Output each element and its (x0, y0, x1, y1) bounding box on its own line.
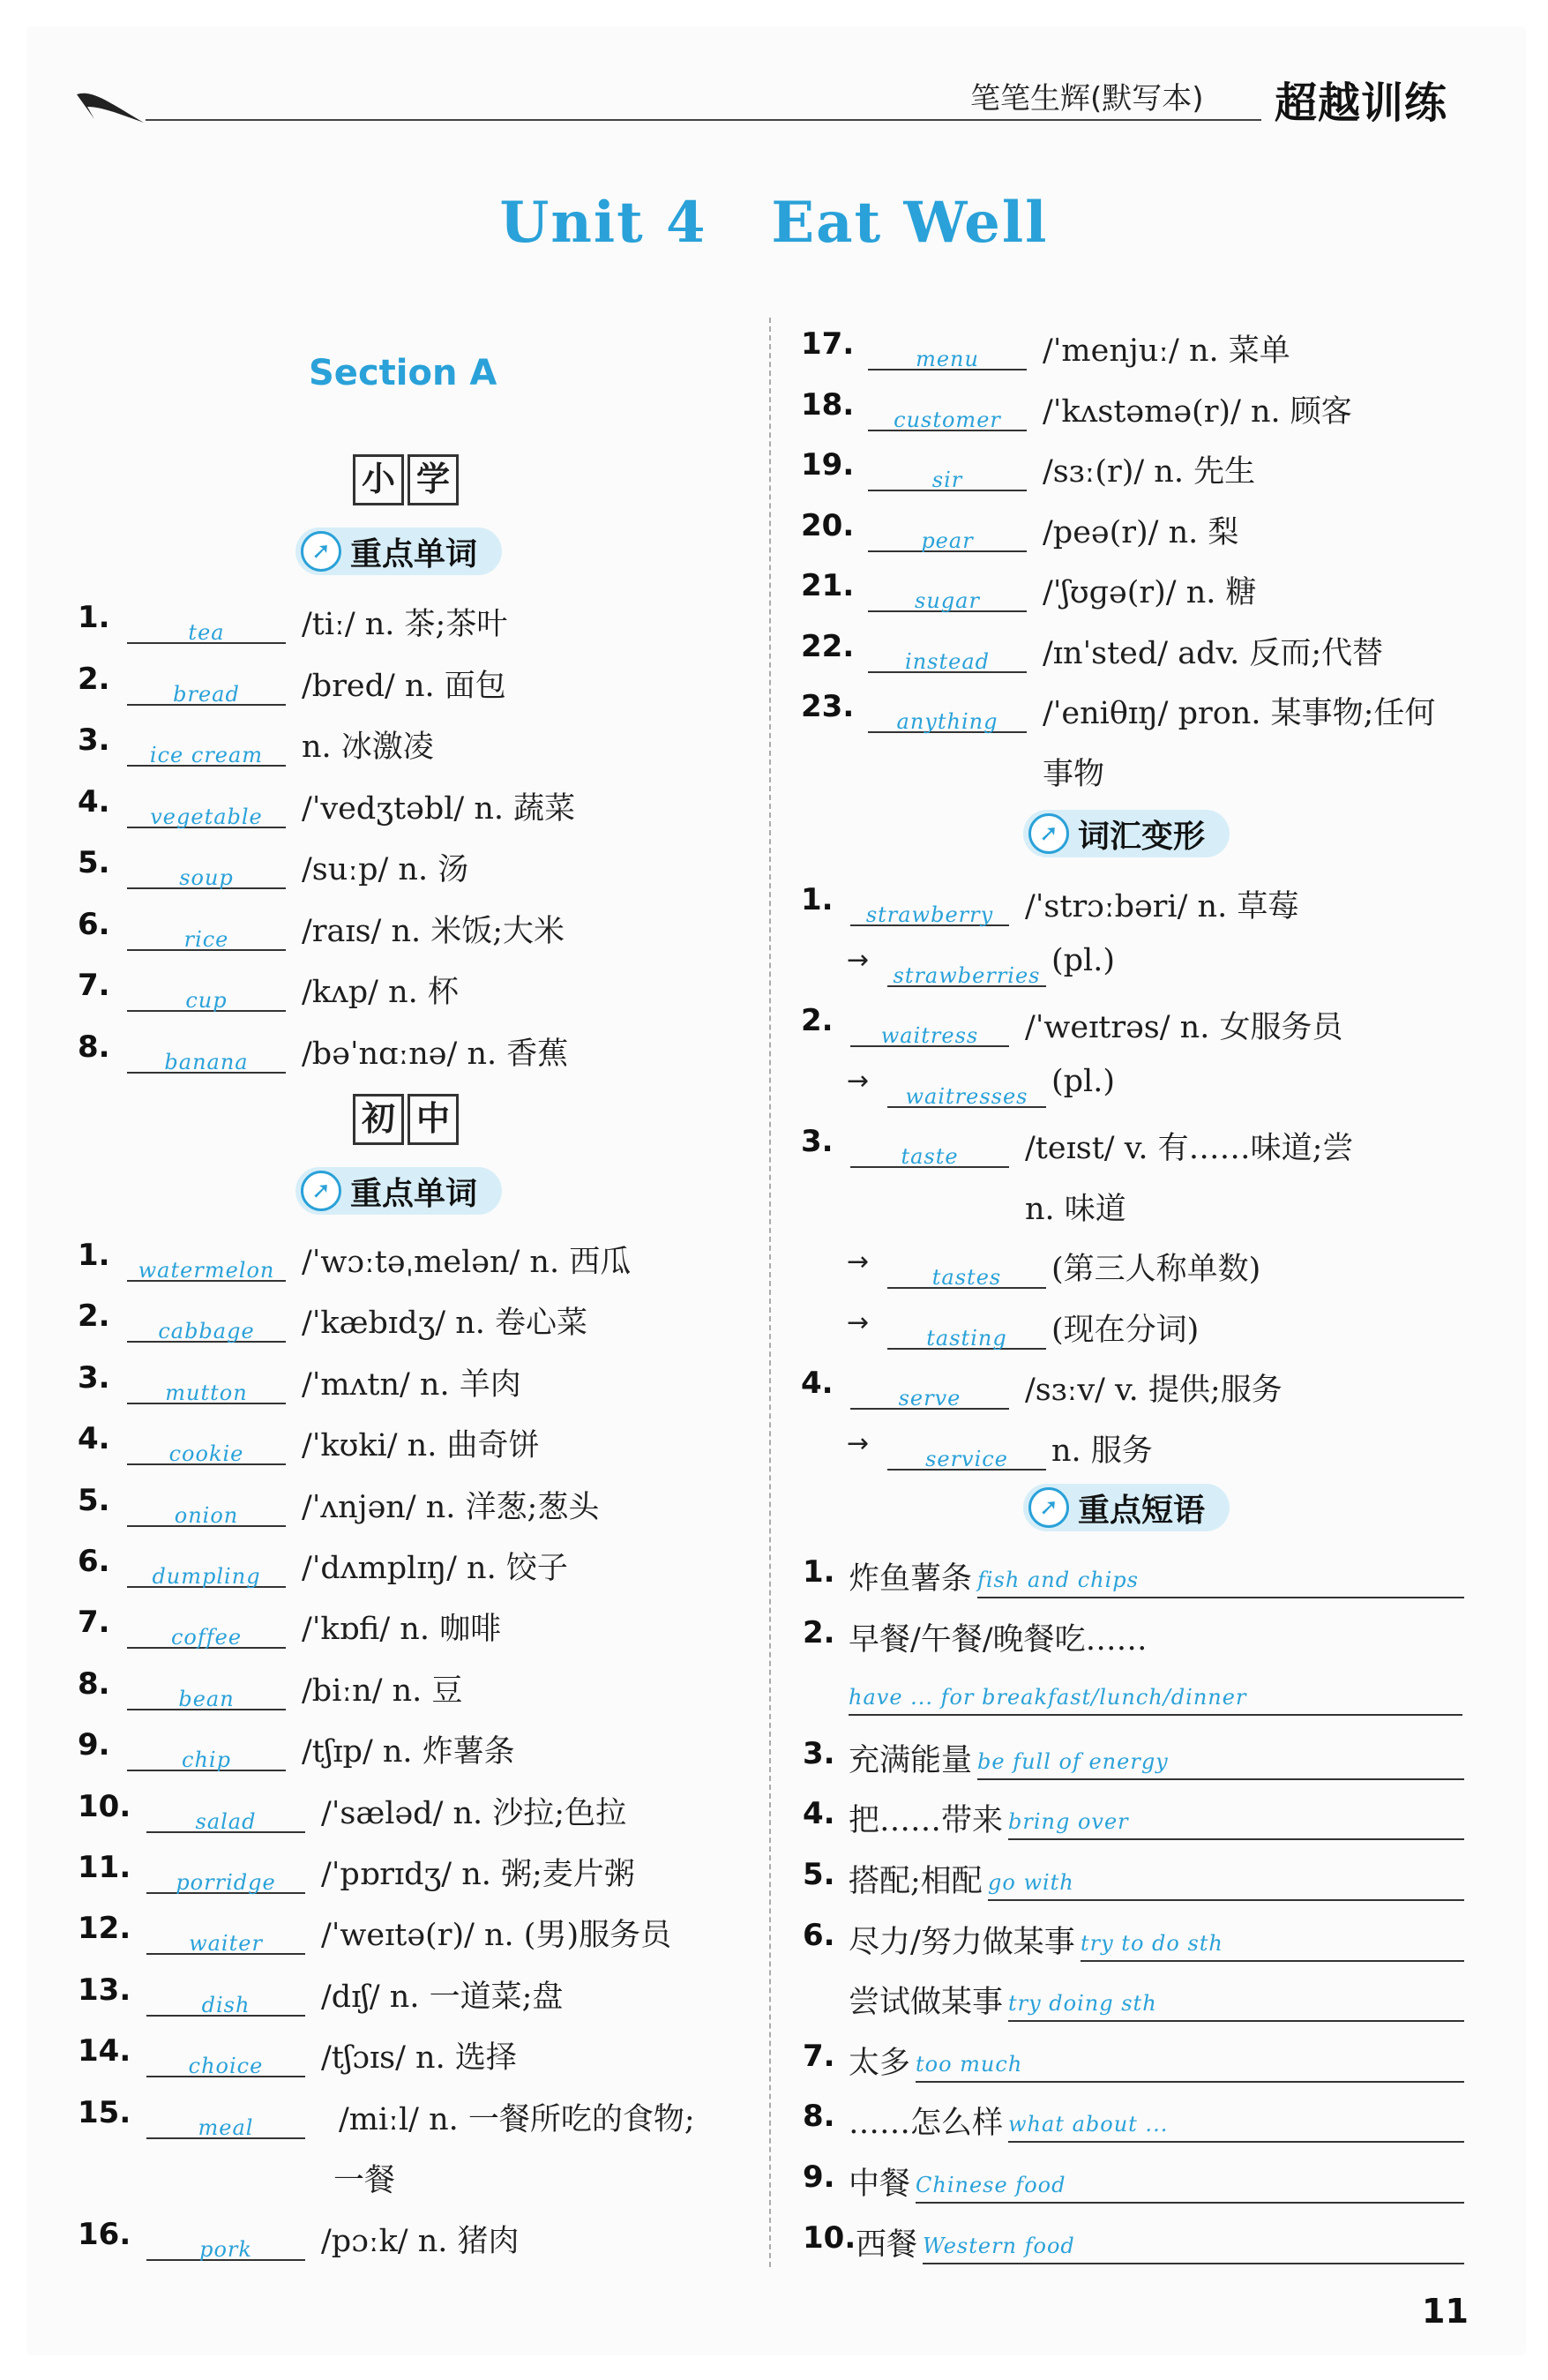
answer-text: sir (931, 468, 963, 492)
answer-text: waiter (189, 1931, 263, 1957)
phrase-answer-line (1008, 1981, 1464, 2022)
answer-text: porridge (176, 1870, 276, 1895)
word-row (801, 447, 1489, 500)
answer-text: watermelon (138, 1258, 275, 1283)
answer-blank (127, 610, 286, 644)
level-char: 初 (353, 1094, 404, 1145)
item-number: 5. (78, 845, 110, 880)
item-number: 8. (78, 1665, 110, 1702)
answer-blank (146, 2106, 305, 2139)
word-row (78, 845, 766, 898)
answer-text: pear (921, 528, 974, 553)
phrase-chinese: 中餐 (849, 2167, 911, 2202)
word-form-row (801, 1003, 1489, 1056)
phrase-answer-line (849, 1675, 1462, 1716)
item-number: 22. (801, 628, 855, 664)
definition: /bəˈnɑːnə/ n. 香蕉 (302, 1036, 569, 1072)
form-note: n. 服务 (1051, 1433, 1153, 1469)
answer-blank (868, 519, 1027, 552)
item-number: 4. (78, 1421, 110, 1457)
pill-label: 重点单词 (350, 535, 478, 573)
word-row (78, 1911, 766, 1964)
answer-blank (127, 1040, 286, 1074)
swoosh-logo-icon (75, 84, 146, 126)
phrase-chinese: ……怎么样 (849, 2106, 1004, 2142)
answer-blank (887, 1437, 1046, 1471)
item-number: 8. (78, 1029, 110, 1065)
answer-text: vegetable (150, 804, 263, 829)
answer-text: bean (178, 1686, 235, 1711)
answer-blank (127, 1554, 286, 1588)
derived-row (847, 1426, 1464, 1479)
answer-text: dish (201, 1992, 251, 2017)
definition: /ˈdʌmplɪŋ/ n. 饺子 (302, 1551, 568, 1586)
answer-text: menu (916, 347, 979, 371)
phrase-answer-line (1081, 1921, 1464, 1962)
derived-row (847, 943, 1464, 996)
definition: /teɪst/ v. 有……味道;尝 (1025, 1131, 1354, 1166)
answer-blank (146, 1800, 305, 1833)
answer-text: bring over (1008, 1809, 1129, 1835)
item-number: 9. (78, 1727, 110, 1763)
answer-text: anything (896, 709, 998, 734)
answer-blank (868, 579, 1027, 612)
phrase-row (803, 1615, 1464, 1668)
item-number: 19. (801, 447, 855, 483)
answer-blank (146, 1860, 305, 1894)
answer-text: be full of energy (977, 1748, 1169, 1774)
definition: /ˈmenjuː/ n. 菜单 (1043, 333, 1290, 369)
answer-text: tastes (931, 1265, 1002, 1290)
definition: /ˈʌnjən/ n. 洋葱;葱头 (302, 1489, 600, 1525)
phrase-chinese: 尽力/努力做某事 (849, 1924, 1075, 1960)
word-row (78, 2095, 766, 2148)
item-number: 7. (78, 1605, 110, 1641)
definition: /ɪnˈsted/ adv. 反而;代替 (1043, 635, 1384, 671)
answer-text: what about ... (1008, 2112, 1169, 2137)
arrow-icon: ➚ (301, 531, 341, 572)
item-number: 16. (78, 2217, 131, 2253)
definition: /biːn/ n. 豆 (302, 1673, 463, 1709)
definition: /ˈstrɔːbəri/ n. 草莓 (1025, 889, 1299, 924)
word-row (78, 1605, 766, 1658)
item-number: 4. (78, 783, 110, 820)
definition: /sɜːv/ v. 提供;服务 (1025, 1373, 1283, 1408)
item-number: 6. (78, 906, 110, 942)
arrow-icon: ➚ (1028, 813, 1069, 854)
answer-text: try to do sth (1081, 1930, 1223, 1956)
page-number: 11 (1422, 2292, 1469, 2331)
definition: /ˈweɪtə(r)/ n. (男)服务员 (321, 1918, 672, 1954)
pill-label: 重点短语 (1078, 1492, 1206, 1529)
word-row (78, 1299, 766, 1351)
derived-row (847, 1064, 1464, 1117)
answer-blank (146, 1983, 305, 2017)
item-number: 13. (78, 1972, 131, 2008)
item-number: 6. (803, 1917, 835, 1953)
definition: /raɪs/ n. 米饭;大米 (302, 913, 565, 949)
answer-text: cup (185, 988, 228, 1013)
phrase-answer-line (977, 1558, 1464, 1598)
answer-text: serve (898, 1386, 961, 1411)
item-number: 12. (78, 1911, 131, 1947)
item-number: 2. (803, 1614, 835, 1650)
definition: /ˈwɔːtəˌmelən/ n. 西瓜 (302, 1245, 632, 1280)
answer-blank (127, 1371, 286, 1404)
word-form-row (801, 1124, 1489, 1177)
answer-text: sugar (915, 588, 980, 613)
definition: /bred/ n. 面包 (302, 668, 506, 704)
item-number: 4. (803, 1796, 835, 1832)
answer-blank (127, 978, 286, 1012)
word-row (78, 907, 766, 960)
word-row (78, 600, 766, 653)
item-number: 23. (801, 689, 855, 724)
word-row (78, 1727, 766, 1780)
phrase-row (803, 2159, 1464, 2212)
item-number: 1. (78, 600, 110, 635)
phrase-row (803, 1918, 1464, 1971)
answer-text: try doing sth (1008, 1991, 1157, 2017)
definition: /ˈsæləd/ n. 沙拉;色拉 (321, 1795, 627, 1831)
answer-blank (127, 1493, 286, 1527)
word-row (78, 1666, 766, 1719)
answer-blank (887, 1316, 1046, 1350)
word-row (78, 1789, 766, 1842)
word-row (78, 1972, 766, 2025)
item-number: 6. (78, 1544, 110, 1579)
definition: /tʃɪp/ n. 炸薯条 (302, 1734, 515, 1770)
definition: /ˈkʌstəmə(r)/ n. 顾客 (1043, 393, 1352, 430)
definition: /ˈpɒrɪdʒ/ n. 粥;麦片粥 (321, 1857, 635, 1892)
phrase-chinese: 搭配;相配 (849, 1864, 983, 1899)
phrase-chinese: 尝试做某事 (849, 1985, 1004, 2021)
answer-blank (887, 1074, 1046, 1108)
answer-text: strawberry (865, 902, 994, 927)
phrase-row (803, 1554, 1464, 1607)
form-note: (pl.) (1051, 1063, 1116, 1099)
answer-text: fish and chips (977, 1568, 1139, 1592)
answer-blank (127, 795, 286, 828)
answer-blank (127, 917, 286, 951)
item-number: 3. (78, 1359, 110, 1396)
word-row (78, 784, 766, 837)
header-series: 笔笔生辉(默写本) (970, 81, 1204, 116)
phrase-row (803, 1857, 1464, 1910)
answer-blank (868, 337, 1027, 370)
answer-text: salad (195, 1808, 257, 1834)
form-note: (第三人称单数) (1051, 1252, 1261, 1287)
phrase-answer-line (1008, 1800, 1464, 1840)
phrase-answer-line (916, 2163, 1464, 2204)
word-row (78, 1238, 766, 1291)
item-number: 10. (803, 2219, 856, 2256)
answer-blank (146, 2227, 305, 2261)
word-row (78, 2033, 766, 2086)
word-row (801, 387, 1489, 440)
word-row (78, 662, 766, 715)
definition: /ˈkæbɪdʒ/ n. 卷心菜 (302, 1306, 587, 1342)
definition: /tʃɔɪs/ n. 选择 (321, 2040, 517, 2077)
answer-text: have ... for breakfast/lunch/dinner (849, 1685, 1247, 1710)
pill-word-forms (1023, 810, 1230, 857)
item-number: 20. (801, 507, 855, 543)
answer-blank (850, 1014, 1009, 1047)
answer-text: taste (901, 1144, 959, 1169)
word-row (78, 968, 766, 1021)
answer-text: rice (183, 926, 229, 952)
definition: /pɔːk/ n. 猪肉 (321, 2224, 520, 2260)
word-form-row (801, 882, 1489, 935)
answer-text: tasting (926, 1325, 1007, 1351)
word-row (801, 508, 1489, 561)
item-number: 1. (803, 1554, 835, 1590)
answer-blank (887, 1255, 1046, 1289)
answer-text: chip (182, 1748, 231, 1773)
arrow-right-icon: → (847, 1246, 870, 1277)
pill-key-words-junior (295, 1167, 502, 1215)
form-note: (现在分词) (1051, 1312, 1200, 1348)
item-number: 10. (78, 1788, 131, 1824)
item-number: 3. (801, 1124, 834, 1159)
answer-blank (868, 458, 1027, 491)
answer-text: waitresses (905, 1083, 1028, 1109)
header-brand: 超越训练 (1275, 79, 1448, 128)
answer-text: choice (188, 2054, 264, 2079)
phrase-chinese: 西餐 (856, 2227, 918, 2263)
answer-blank (868, 700, 1027, 733)
answer-text: ice cream (149, 743, 264, 767)
arrow-icon: ➚ (1028, 1487, 1069, 1528)
phrase-row (803, 1978, 1464, 2031)
word-form-row (801, 1366, 1489, 1418)
level-primary (353, 454, 459, 505)
pill-label: 词汇变形 (1078, 818, 1206, 855)
pill-label: 重点单词 (350, 1175, 478, 1212)
word-row (78, 1029, 766, 1082)
arrow-right-icon: → (847, 1427, 870, 1459)
derived-row (847, 1245, 1464, 1298)
level-char: 学 (408, 454, 459, 505)
definition-continued: 一餐 (333, 2163, 396, 2198)
answer-blank (868, 640, 1027, 673)
phrase-chinese: 早餐/午餐/晚餐吃…… (849, 1621, 1148, 1658)
header-rule (146, 119, 1261, 121)
answer-text: onion (174, 1502, 239, 1528)
answer-text: strawberries (893, 962, 1041, 988)
phrase-row (803, 1736, 1464, 1789)
answer-blank (127, 1615, 286, 1649)
item-number: 7. (78, 968, 110, 1003)
answer-text: soup (179, 865, 234, 890)
answer-text: coffee (170, 1625, 243, 1650)
unit-title: Unit 4 Eat Well (499, 190, 1049, 256)
word-row (78, 1850, 766, 1903)
definition: /tiː/ n. 茶;茶叶 (302, 607, 508, 642)
level-junior (353, 1094, 459, 1145)
derived-row (847, 1306, 1464, 1358)
phrase-row (803, 2099, 1464, 2152)
word-row (78, 1544, 766, 1597)
item-number: 2. (78, 661, 110, 697)
word-row (78, 722, 766, 775)
word-row (78, 1483, 766, 1536)
column-divider (769, 318, 771, 2267)
word-row (801, 568, 1489, 621)
phrase-chinese: 炸鱼薯条 (849, 1561, 973, 1597)
item-number: 7. (803, 2038, 835, 2074)
definition: n. 冰激凌 (302, 730, 434, 765)
definition: /ˈvedʒtəbl/ n. 蔬菜 (302, 790, 576, 827)
item-number: 14. (78, 2033, 131, 2069)
answer-blank (127, 856, 286, 889)
answer-blank (127, 1677, 286, 1710)
answer-text: too much (916, 2051, 1023, 2077)
answer-text: cabbage (158, 1319, 255, 1344)
item-number: 18. (801, 386, 855, 423)
form-note: (pl.) (1051, 942, 1116, 978)
answer-blank (868, 398, 1027, 431)
answer-text: cookie (168, 1441, 244, 1467)
definition: /ˈweɪtrəs/ n. 女服务员 (1025, 1010, 1343, 1045)
item-number: 8. (803, 2099, 835, 2135)
item-number: 3. (803, 1735, 835, 1771)
item-number: 15. (78, 2094, 131, 2130)
answer-text: dumpling (152, 1564, 261, 1589)
answer-blank (127, 1248, 286, 1282)
item-number: 5. (803, 1857, 835, 1892)
word-row (78, 1360, 766, 1413)
definition: /ˈʃʊɡə(r)/ n. 糖 (1043, 575, 1257, 610)
definition: /dɪʃ/ n. 一道菜;盘 (321, 1979, 564, 2015)
answer-blank (850, 1134, 1009, 1168)
item-number: 9. (803, 2159, 835, 2195)
phrase-row (803, 2220, 1464, 2273)
level-char: 中 (408, 1094, 459, 1145)
definition: /kʌp/ n. 杯 (302, 975, 459, 1010)
item-number: 3. (78, 722, 110, 758)
answer-blank (146, 1921, 305, 1955)
answer-blank (887, 954, 1046, 987)
answer-blank (127, 672, 286, 706)
arrow-right-icon: → (847, 1306, 870, 1338)
answer-text: Chinese food (916, 2173, 1066, 2197)
word-row (801, 689, 1489, 742)
answer-text: pork (199, 2237, 252, 2263)
answer-text: instead (905, 648, 990, 674)
phrase-chinese: 把……带来 (849, 1803, 1004, 1839)
level-char: 小 (353, 454, 404, 505)
word-row (78, 1421, 766, 1474)
answer-text: service (925, 1446, 1008, 1471)
word-row (801, 629, 1489, 682)
definition: /ˈkʊki/ n. 曲奇饼 (302, 1428, 540, 1464)
answer-text: waitress (880, 1023, 979, 1048)
phrase-answer-line (916, 2042, 1464, 2083)
phrase-chinese: 太多 (849, 2045, 911, 2081)
item-number: 11. (78, 1850, 131, 1885)
answer-blank (146, 2044, 305, 2077)
answer-blank (127, 1432, 286, 1465)
phrase-answer-line (988, 1860, 1464, 1901)
answer-text: mutton (165, 1380, 248, 1405)
section-heading: Section A (309, 353, 497, 393)
answer-blank (127, 1738, 286, 1771)
phrase-answer-line (1008, 2102, 1464, 2143)
item-number: 2. (78, 1299, 110, 1335)
answer-text: customer (894, 407, 1001, 432)
answer-text: go with (988, 1870, 1074, 1895)
arrow-icon: ➚ (301, 1171, 341, 1211)
answer-text: Western food (923, 2233, 1075, 2258)
item-number: 21. (801, 568, 855, 603)
answer-text: bread (173, 681, 240, 707)
arrow-right-icon: → (847, 1065, 870, 1096)
definition: /ˈmʌtn/ n. 羊肉 (302, 1366, 521, 1403)
item-number: 5. (78, 1482, 110, 1518)
answer-text: tea (188, 620, 225, 645)
answer-blank (850, 1376, 1009, 1410)
item-number: 1. (801, 882, 834, 917)
item-number: 4. (801, 1366, 834, 1401)
answer-blank (127, 733, 286, 767)
phrase-row (803, 1796, 1464, 1849)
phrase-answer-line (977, 1740, 1464, 1780)
answer-text: meal (198, 2114, 254, 2140)
word-row (801, 326, 1489, 379)
answer-text: banana (164, 1049, 249, 1074)
phrase-answer-line (923, 2224, 1464, 2264)
definition: /ˈeniθɪŋ/ pron. 某事物;任何 (1043, 696, 1436, 731)
answer-blank (850, 893, 1009, 926)
word-row (78, 2217, 766, 2270)
arrow-right-icon: → (847, 944, 870, 976)
definition: /miːl/ n. 一餐所吃的食物; (339, 2101, 695, 2137)
phrase-row (803, 2039, 1464, 2092)
answer-blank (127, 1309, 286, 1343)
item-number: 2. (801, 1003, 834, 1038)
definition: /sɜː(r)/ n. 先生 (1043, 454, 1256, 490)
definition: /ˈkɒfi/ n. 咖啡 (302, 1612, 502, 1648)
definition-continued: n. 味道 (1025, 1191, 1126, 1227)
definition: /peə(r)/ n. 梨 (1043, 514, 1239, 550)
pill-key-words-primary (295, 528, 502, 575)
pill-key-phrases (1023, 1484, 1230, 1531)
definition-continued: 事物 (1043, 756, 1105, 792)
item-number: 1. (78, 1238, 110, 1273)
phrase-chinese: 充满能量 (849, 1742, 973, 1778)
item-number: 17. (801, 326, 855, 362)
definition: /suːp/ n. 汤 (302, 852, 469, 887)
